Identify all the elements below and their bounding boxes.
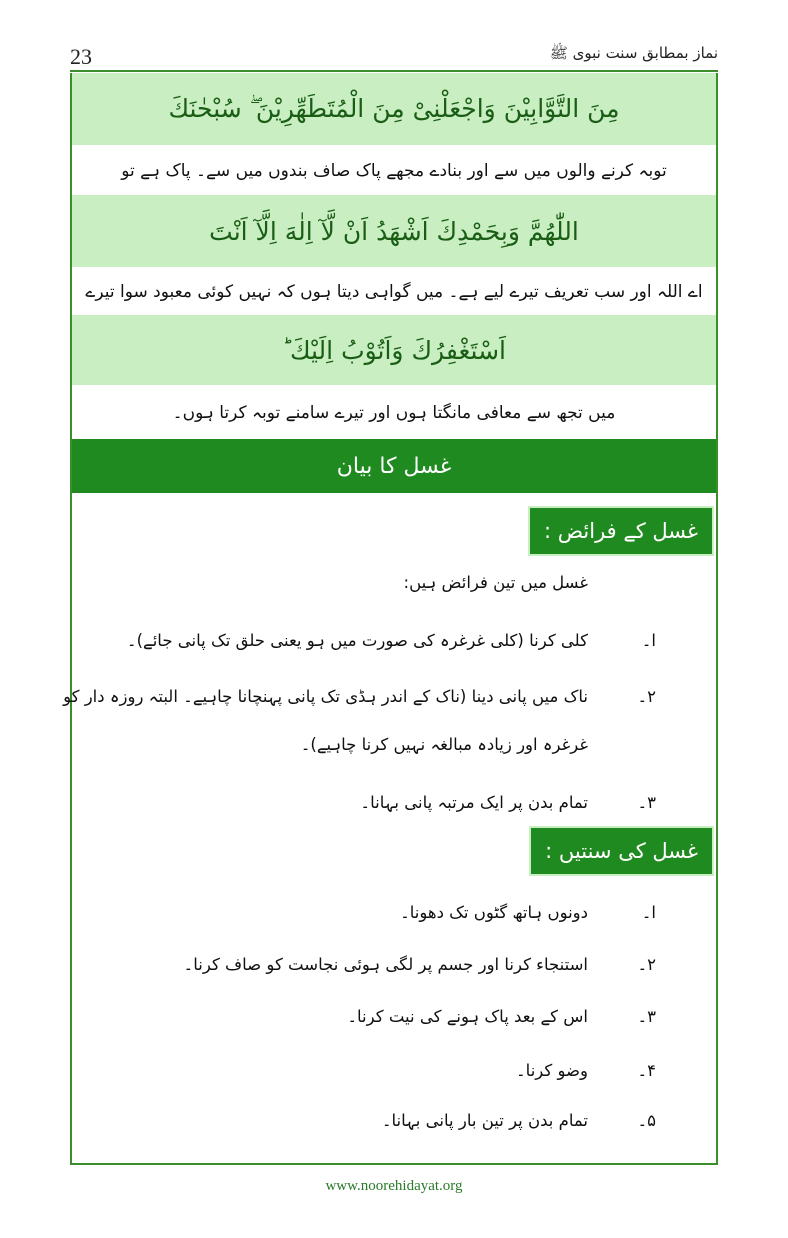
sunan-heading: غسل کی سنتیں : (529, 826, 714, 876)
header-rule (70, 70, 718, 72)
dua-arabic-1: مِنَ التَّوَّابِيْنَ وَاجْعَلْنِىْ مِنَ الْمُتَطَهِّرِيْنَ ۖ سُبْحٰنَكَ (72, 73, 716, 145)
content-frame (63, 73, 718, 1165)
list-number: ا۔ (641, 903, 656, 922)
dua-translation-2: اے اللہ اور سب تعریف تیرے لیے ہے۔ میں گواہی دیتا ہوں کہ نہیں کوئی معبود سوا تیرے (72, 267, 716, 315)
dua-arabic-2: اللّٰهُمَّ وَبِحَمْدِكَ اَشْهَدُ اَنْ لَّآ اِلٰهَ اِلَّآ اَنْتَ (72, 195, 716, 267)
list-text: تمام بدن پر تین بار پانی بہانا۔ (381, 1111, 588, 1130)
list-text: ناک میں پانی دینا (ناک کے اندر ہڈی تک پانی پہنچانا چاہیے۔ البتہ روزہ دار کو (63, 687, 588, 706)
page-number: 23 (70, 44, 92, 69)
list-number: ۲۔ (637, 687, 656, 706)
list-number: ا۔ (641, 631, 656, 650)
list-number: ۳۔ (637, 1007, 656, 1026)
list-text-continued: غرغرہ اور زیادہ مبالغہ نہیں کرنا چاہیے)۔ (300, 735, 588, 754)
section-title: غسل کا بیان (336, 453, 452, 479)
list-number: ۴۔ (637, 1061, 656, 1080)
list-text: اس کے بعد پاک ہونے کی نیت کرنا۔ (347, 1007, 588, 1026)
list-text: کلی کرنا (کلی غرغرہ کی صورت میں ہو یعنی حلق تک پانی جائے)۔ (126, 631, 588, 650)
list-text: استنجاء کرنا اور جسم پر لگی ہوئی نجاست کو صاف کرنا۔ (183, 955, 588, 974)
dua-arabic-3: اَسْتَغْفِرُكَ وَاَتُوْبُ اِلَيْكَ ؕ (72, 315, 716, 385)
list-number: ۵۔ (637, 1111, 656, 1130)
faraid-heading: غسل کے فرائض : (528, 506, 714, 556)
list-text: دونوں ہاتھ گٹوں تک دھونا۔ (400, 903, 588, 922)
list-text: تمام بدن پر ایک مرتبہ پانی بہانا۔ (360, 793, 588, 812)
running-header: نماز بمطابق سنت نبوی ﷺ (549, 44, 718, 62)
footer-url-link[interactable]: www.noorehidayat.org (325, 1178, 463, 1194)
list-text: وضو کرنا۔ (516, 1061, 588, 1080)
list-number: ۲۔ (637, 955, 656, 974)
dua-translation-1: توبہ کرنے والوں میں سے اور بنادے مجھے پاک صاف بندوں میں سے۔ پاک ہے تو (72, 145, 716, 195)
dua-translation-3: میں تجھ سے معافی مانگتا ہوں اور تیرے سامنے توبہ کرتا ہوں۔ (72, 385, 716, 439)
faraid-intro: غسل میں تین فرائض ہیں: (403, 573, 588, 592)
section-title-bar (72, 439, 716, 493)
list-number: ۳۔ (637, 793, 656, 812)
